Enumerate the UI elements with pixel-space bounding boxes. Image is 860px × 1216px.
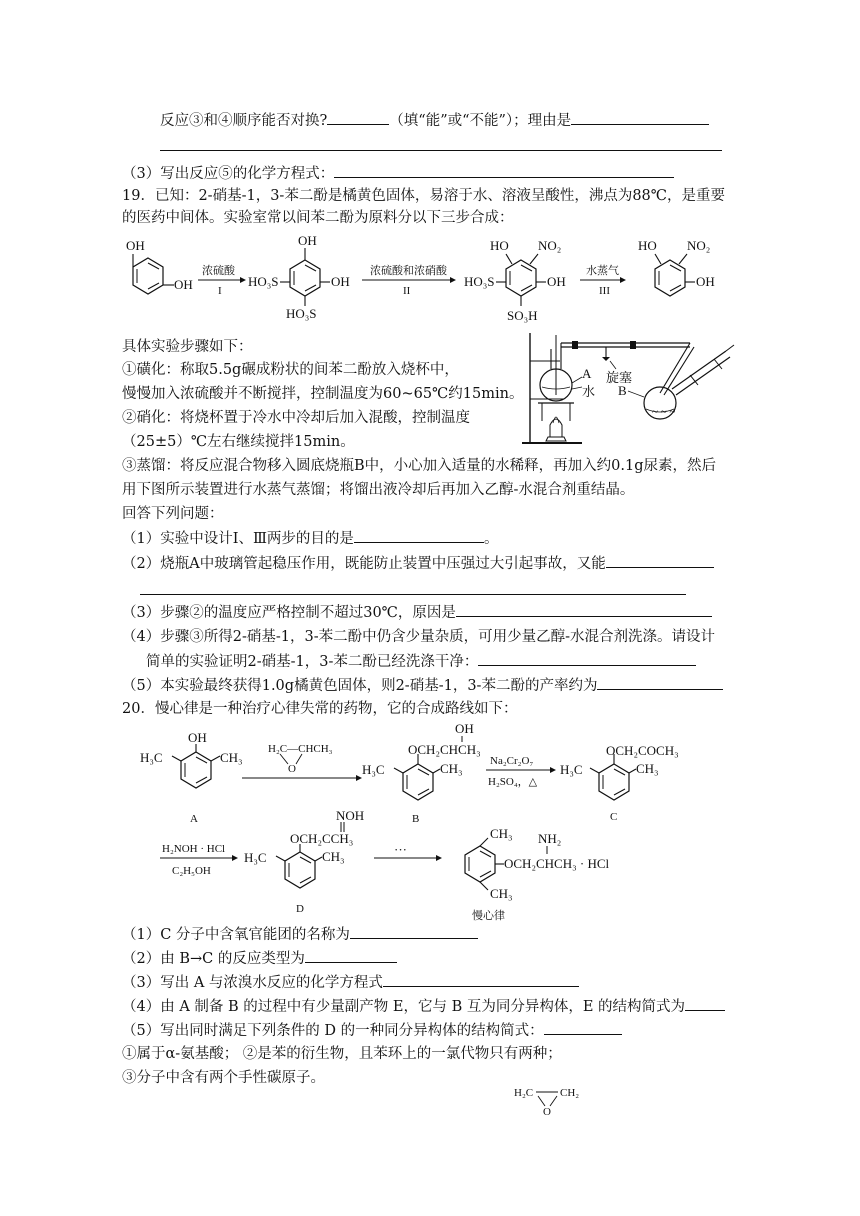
q20-part1: （1）C 分子中含氧官能团的名称为	[122, 924, 478, 945]
oxidant-condition: H₂SO₄，△	[488, 776, 538, 788]
step2-reagent: 浓硫酸和浓硝酸	[370, 265, 447, 277]
steam-distillation-apparatus	[520, 325, 740, 450]
step3-line-b: 用下图所示装置进行水蒸气蒸馏；将馏出液冷却后再加入乙醇-水混合剂重结晶。	[122, 482, 635, 498]
svg-text:CH₃: CH₃	[490, 826, 513, 841]
svg-text:OH: OH	[188, 730, 207, 745]
svg-text:OCH₂CHCH₃: OCH₂CHCH₃	[408, 742, 481, 757]
q20-blank-4[interactable]	[685, 996, 725, 1011]
product-structure	[638, 238, 715, 296]
svg-text:HO₃S: HO₃S	[248, 274, 279, 289]
label-stopcock: 旋塞	[606, 370, 633, 385]
svg-text:OCH₂CCH₃: OCH₂CCH₃	[290, 831, 354, 846]
q19-blank-1[interactable]	[354, 528, 484, 543]
svg-text:CH₃: CH₃	[636, 761, 659, 776]
step3-line-a: ③蒸馏：将反应混合物移入圆底烧瓶B中，小心加入适量的水稀释，再加入约0.1g尿素，然后	[122, 458, 716, 474]
q18-blank-2[interactable]	[571, 110, 709, 125]
q20-synthesis-scheme	[130, 722, 730, 920]
compound-b	[362, 721, 481, 825]
svg-text:O: O	[288, 763, 296, 775]
mexiletine-structure	[465, 826, 610, 922]
q20-part5: （5）写出同时满足下列条件的 D 的一种同分异构体的结构简式：	[122, 1020, 622, 1041]
step2-number: II	[403, 285, 411, 297]
svg-text:CH₃: CH₃	[440, 761, 463, 776]
svg-text:H₃C: H₃C	[140, 750, 163, 765]
answer-title: 回答下列问题：	[122, 506, 224, 522]
label-flask-b: B	[618, 383, 627, 398]
q19-blank-5[interactable]	[597, 675, 723, 690]
q20-condition-3: ③分子中含有两个手性碳原子。	[122, 1070, 325, 1086]
q19-part4b: 简单的实验证明2-硝基-1，3-苯二酚已经洗涤干净：	[146, 651, 696, 672]
q20-part2: （2）由 B→C 的反应类型为	[122, 948, 397, 969]
svg-text:CH₃: CH₃	[322, 849, 345, 864]
svg-text:HO₃S: HO₃S	[464, 274, 495, 289]
epoxide-reagent: H₂C—CHCH₃	[268, 743, 333, 755]
svg-text:CH₂: CH₂	[560, 1087, 580, 1099]
oh-label: OH	[126, 238, 145, 253]
q19-part4a: （4）步骤③所得2-硝基-1，3-苯二酚中仍含少量杂质，可用少量乙醇-水混合剂洗涤。请设计	[122, 629, 715, 645]
step1-reagent: 浓硫酸	[202, 265, 235, 277]
step2-line-a: ②硝化：将烧杯置于冷水中冷却后加入混酸，控制温度	[122, 410, 470, 426]
label-compound-b: B	[412, 813, 420, 825]
svg-text:HO₃S: HO₃S	[286, 306, 317, 321]
compound-c	[560, 743, 679, 823]
q18-blank-1[interactable]	[327, 110, 389, 125]
svg-text:CH₃: CH₃	[220, 750, 243, 765]
step1-line-b: 慢慢加入浓硫酸并不断搅拌，控制温度为60~65℃约15min。	[122, 386, 524, 402]
oxidant-reagent: Na₂Cr₂O₇	[490, 755, 534, 767]
svg-text:OH: OH	[696, 274, 715, 289]
sulfonated-intermediate	[248, 233, 350, 321]
label-compound-a: A	[190, 813, 198, 825]
step1-number: I	[218, 285, 222, 297]
q19-answer-line-2[interactable]	[140, 594, 686, 595]
q20-blank-5[interactable]	[544, 1020, 622, 1035]
svg-text:OCH₂CHCH₃ · HCl: OCH₂CHCH₃ · HCl	[504, 856, 610, 871]
ethanol-solvent: C₂H₅OH	[172, 865, 211, 877]
svg-text:NH₂: NH₂	[538, 831, 562, 846]
svg-text:···: ···	[394, 842, 407, 857]
ethylene-oxide-structure	[512, 1082, 592, 1122]
svg-text:OCH₂COCH₃: OCH₂COCH₃	[606, 743, 679, 758]
svg-text:~ ~ ~: ~ ~ ~	[652, 406, 676, 418]
svg-text:NO₂: NO₂	[538, 238, 562, 253]
q20-blank-3[interactable]	[383, 972, 579, 987]
steps-title: 具体实验步骤如下：	[122, 339, 253, 355]
label-compound-c: C	[610, 811, 618, 823]
q19-synthesis-scheme	[120, 232, 730, 332]
svg-text:H₃C: H₃C	[244, 850, 267, 865]
step3-reagent: 水蒸气	[586, 265, 619, 277]
q19-part5: （5）本实验最终获得1.0g橘黄色固体，则2-硝基-1，3-苯二酚的产率约为	[122, 675, 723, 696]
svg-text:NO₂: NO₂	[687, 238, 711, 253]
q18-line3: （3）写出反应⑤的化学方程式：	[122, 163, 674, 184]
svg-text:OH: OH	[547, 274, 566, 289]
svg-text:NOH: NOH	[336, 808, 365, 823]
q18-blank-3[interactable]	[334, 163, 674, 178]
step1-line-a: ①磺化：称取5.5g碾成粉状的间苯二酚放入烧杯中，	[122, 362, 459, 378]
svg-text:OH: OH	[331, 274, 350, 289]
svg-text:O: O	[543, 1106, 551, 1118]
q20-blank-1[interactable]	[350, 924, 478, 939]
compound-d	[244, 808, 364, 915]
svg-text:SO₃H: SO₃H	[507, 308, 538, 323]
label-flask-a: A	[582, 366, 592, 381]
q20-condition-1-2: ①属于α-氨基酸； ②是苯的衍生物，且苯环上的一氯代物只有两种；	[122, 1046, 562, 1062]
hydroxylamine-reagent: H₂NOH · HCl	[162, 843, 226, 855]
q20-blank-2[interactable]	[305, 948, 397, 963]
label-mexiletine: 慢心律	[472, 910, 505, 922]
svg-text:CH₃: CH₃	[490, 886, 513, 901]
q19-blank-3[interactable]	[456, 602, 712, 617]
label-water: 水	[582, 384, 596, 399]
q19-part1: （1）实验中设计Ⅰ、Ⅲ两步的目的是 。	[122, 528, 498, 549]
label-compound-d: D	[296, 903, 304, 915]
compound-a	[140, 730, 243, 825]
q20-part3: （3）写出 A 与浓溴水反应的化学方程式	[122, 972, 579, 993]
q19-blank-4[interactable]	[478, 651, 696, 666]
q19-intro-2: 的医药中间体。实验室常以间苯二酚为原料分以下三步合成：	[122, 210, 514, 226]
svg-text:H₃C: H₃C	[362, 762, 385, 777]
svg-text:H₂C: H₂C	[514, 1087, 534, 1099]
oh-label: OH	[174, 277, 193, 292]
q20-intro: 20．慢心律是一种治疗心律失常的药物，它的合成路线如下：	[122, 701, 518, 717]
svg-text:HO: HO	[638, 238, 657, 253]
svg-text:H₃C: H₃C	[560, 762, 583, 777]
q19-intro-1: 19．已知：2-硝基-1，3-苯二酚是橘黄色固体，易溶于水、溶液呈酸性，沸点为88℃，是重要	[122, 188, 725, 204]
q19-part2: （2）烧瓶A中玻璃管起稳压作用，既能防止装置中压强过大引起事故，又能	[122, 553, 714, 574]
step2-line-b: （25±5）℃左右继续搅拌15min。	[122, 434, 355, 450]
nitrated-intermediate	[464, 238, 566, 323]
q18-answer-line[interactable]	[160, 150, 722, 151]
q20-part4: （4）由 A 制备 B 的过程中有少量副产物 E，它与 B 互为同分异构体，E 的结构简式为	[122, 996, 725, 1017]
q19-part3: （3）步骤②的温度应严格控制不超过30℃，原因是	[122, 602, 712, 623]
svg-text:OH: OH	[455, 721, 474, 736]
svg-text:OH: OH	[298, 233, 317, 248]
q19-blank-2[interactable]	[606, 553, 714, 568]
step3-number: III	[599, 285, 610, 297]
resorcinol-structure	[126, 238, 193, 294]
svg-text:HO: HO	[490, 238, 509, 253]
q18-line1: 反应③和④顺序能否对换? （填“能”或“不能”）；理由是	[160, 110, 709, 131]
